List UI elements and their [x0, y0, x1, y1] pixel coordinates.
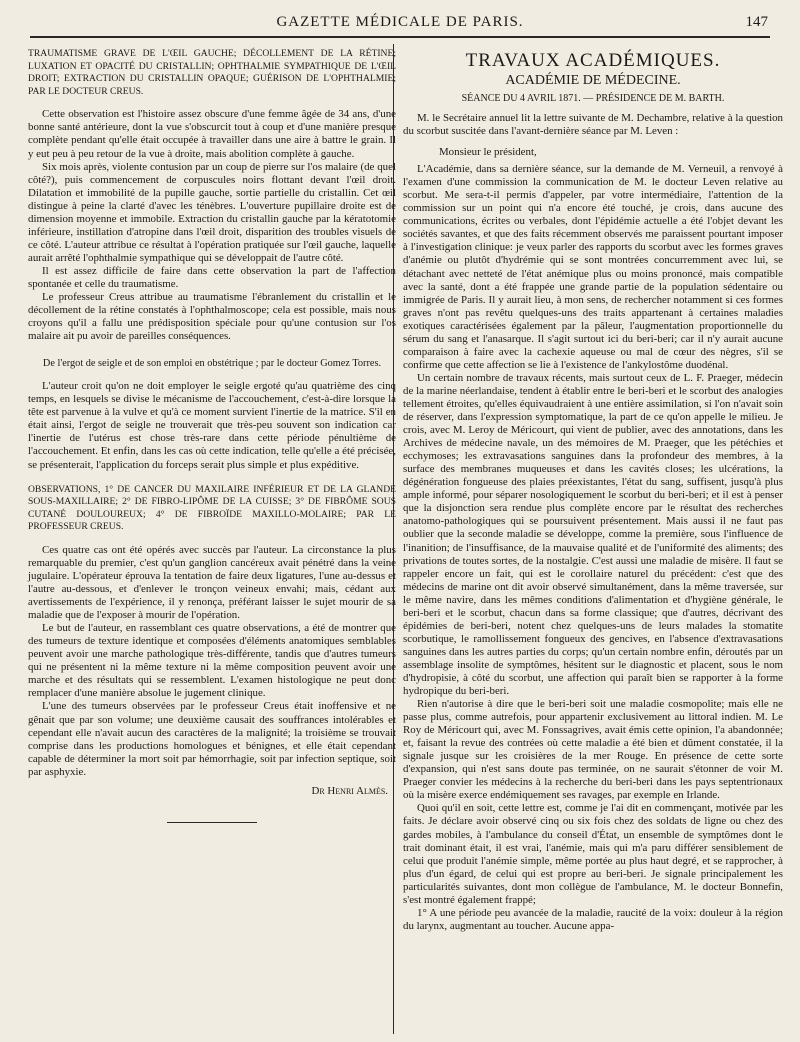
subsection-title: ACADÉMIE DE MÉDECINE.: [505, 73, 681, 88]
article-paragraph: Il est assez difficile de faire dans cette observation la part de l'affection spontanée et celle du traumatisme.: [28, 264, 396, 290]
journal-title: GAZETTE MÉDICALE DE PARIS.: [276, 14, 524, 30]
salutation: Monsieur le président,: [439, 146, 537, 159]
intro-paragraph: M. le Secrétaire annuel lit la lettre suivante de M. Dechambre, relative à la question du scorbut suscitée dans l'avant-dernière séance par M. Leven :: [403, 112, 783, 138]
letter-paragraph: Un certain nombre de travaux récents, mais surtout ceux de L. F. Praeger, médecin de la marine néerlandaise, tendent à établir entre le beri-beri et le scorbut des analogies tellement étroites, qu'elles équivaudraient à une entière assimilation, si l'on n'avait soin de réserver, dans l'expression symptomatique, la part de ce qu'on appelle le milieu. Je crois, avec M. Leroy de Méricourt, qui vient de publier, avec des annotations, dans les Archives de médecine navale, un des mémoires de M. Praeger, que les pétéchies et ecchymoses; les extravasations sanguines dans la profondeur des membres, à la surface des membranes muqueuses et dans les cavités closes; les ulcérations, la dégénération fongueuse des plaies préexistantes, l'état du sang, suffisent, jusqu'à plus ample informé, pour séparer nosologiquement le scorbut du beri-beri; et il est à penser que la disjonction sera rendue plus complète encore par le résultat des recherches anatomo-pathologiques qui se poursuivent présentement. Mais aussi il ne faut pas oublier que la seconde maladie se développe, comme la première, sous l'influence de l'inanition; de l'insuffisance, de la mauvaise qualité et de l'uniformité des aliments; des privations de toutes sortes, de la nostalgie. C'est aussi une maladie de misère. Il faut se rappeler encore un fait, qui est le corollaire naturel du précédent: c'est que des médecins de marine ont dit avoir observé simultanément, dans la même traversée, sur le même navire, dans les mêmes conditions d'alimentation et d'hygiène générale, le beri-beri et le scorbut, chacun dans sa forme classique; que d'autres, décrivant des épidémies de beri-beri, notent chez quelques-uns de leurs malades la stomatite scorbutique, le ramollissement fongueux des gencives, en l'absence d'extravasations sanguines dans les autres parties du corps; qu'un certain nombre enfin, déroutés par un assemblage insolite de symptômes, hésitent sur le diagnostic et placent, sous le nom d'hydropisie, à côté du scorbut, une affection qui paraît bien se rapporter à la forme hydropique du beri-beri.: [403, 371, 783, 698]
letter-paragraph: L'Académie, dans sa dernière séance, sur la demande de M. Verneuil, a renvoyé à l'examen d'une commission la communication de M. le docteur Leven relative au scorbut. Me sera-t-il permis d'appeler, par votre intermédiaire, l'attention de la commission sur un point qui n'a encore été touché, je crois, dans aucune des communications, écrites ou verbales, dont l'épidémie actuelle a été l'objet devant les sociétés savantes, et que des faits récemment observés me paraissent pourtant imposer à l'investigation clinique: je veux parler des rapports du scorbut avec les formes graves d'anémie ou plutôt d'hydrémie qui se sont montrées concurremment avec lui, se détachant avec netteté de l'état anémique plus ou moins prononcé, mais compatible avec la santé, dont a été frappée une grande partie de la population sédentaire ou immigrée de Paris. Il y aurait lieu, à mon sens, de rechercher notamment si ces formes graves n'ont pas revêtu quelques-uns des traits appartenant à certaines maladies exotiques caractérisées également par la pâleur, l'augmentation proportionnelle du sérum du sang et l'anasarque. Il s'agit surtout ici du beri-beri; car il n'y aurait aucune comparaison à faire avec la cachexie aqueuse ou mal de cœur des nègres, s'il se confirme que cette affection se lie à l'existence de l'ankylostôme duodénal.: [403, 163, 783, 371]
page-number: 147: [745, 14, 768, 30]
article-title: OBSERVATIONS, 1° DE CANCER DU MAXILAIRE INFÉRIEUR ET DE LA GLANDE SOUS-MAXILLAIRE; 2° DE FIBRO-LIPÔME DE LA CUISSE; 3° DE FIBRÔME SOUS CUTANÉ DOULOUREUX; 4° DE FIBROÏDE MAXILLO-MOLAIRE; PAR LE PROFESSEUR CREUS.: [28, 483, 396, 533]
article-title: TRAUMATISME GRAVE DE L'ŒIL GAUCHE; DÉCOLLEMENT DE LA RÉTINE; LUXATION ET OPACITÉ DU CRISTALLIN; OPHTHALMIE SYMPATHIQUE DE L'ŒIL DROIT; EXTRACTION DU CRISTALLIN OPAQUE; GUÉRISON DE L'OPHTHALMIE; PAR LE DOCTEUR CREUS.: [28, 48, 396, 97]
article-paragraph: L'une des tumeurs observées par le professeur Creus était inoffensive et ne gênait que par son volume; une deuxième causait des souffrances intolérables et cependant elle n'avait aucun des caractères de la malignité; la troisième se trouvait comprise dans les productions homologues et bénignes, et elle était cependant capable de déterminer la mort soit par hémorrhagie, soit par infection septique, soit par asphyxie.: [28, 700, 396, 778]
article-paragraph: Six mois après, violente contusion par un coup de pierre sur l'os malaire (de quel côté?), puis commencement de corpuscules noirs flottant devant l'œil droit. Dilatation et immobilité de la pupille gauche, sortie partielle du cristallin. Cet œil distingue à peine la clarté d'avec les ténèbres. L'ouverture pupillaire droite est de dimension moyenne et immobile. Extraction du cristallin gauche par la kératotomie inférieure, instillation d'atropine dans l'œil droit, disparition des troubles visuels de ce côté. L'auteur attribue ce résultat à l'opération pratiquée sur l'œil gauche, laquelle aurait arrêté l'ophthalmie sympathique qui se développait de l'autre côté.: [28, 160, 396, 264]
article-paragraph: Le professeur Creus attribue au traumatisme l'ébranlement du cristallin et le décollement de la rétine constatés à l'ophthalmoscope; cela est possible, mais nous croyons qu'il a fallu une prédisposition spéciale pour qu'une contusion sur l'os malaire ait pu avoir de pareilles conséquences.: [28, 291, 396, 343]
left-column: [28, 48, 396, 823]
session-line: SÉANCE DU 4 AVRIL 1871. — PRÉSIDENCE DE M. BARTH.: [461, 93, 725, 104]
letter-paragraph: 1° A une période peu avancée de la maladie, raucité de la voix: douleur à la région du larynx, augmentant au toucher. Aucune appa-: [403, 906, 783, 932]
letter-paragraph: Quoi qu'il en soit, cette lettre est, comme je l'ai dit en commençant, motivée par les faits. Je déclare avoir observé cinq ou six fois chez des soldats de ligne ou chez des gardes mobiles, à l'ambulance du conseil d'État, un ensemble de symptômes dont le trait dominant était, il est vrai, l'anémie, mais qui m'a paru différer sensiblement de celui que produit l'anémie simple, même portée au plus haut degré, et se rapprocher, à plus d'un égard, de celui qui est propre au beri-beri. Je signale principalement les particularités suivantes, dont mon collègue de l'ambulance, M. le docteur Bonnefin, s'est montré également frappé;: [403, 802, 783, 906]
section-title: TRAVAUX ACADÉMIQUES.: [465, 50, 721, 71]
page-header: [30, 14, 770, 38]
separator-line: [167, 822, 257, 823]
letter-paragraph: Rien n'autorise à dire que le beri-beri soit une maladie cosmopolite; mais elle ne passe plus, comme autrefois, pour appartenir exclusivement au littoral indien. M. Le Roy de Méricourt qui, avec M. Fonssagrives, avait émis cette opinion, l'a abandonnée; et, faisant la revue des contrées où cette maladie a été bien et dûment constatée, il la signale jusque sur les croisières de la mer Rouge. En présence de cette sorte d'expansion, qui n'est sans doute pas terminée, on ne saurait s'étonner de voir M. Praeger convier les médecins à la recherche du beri-beri dans les pays septentrionaux où la misère exerce endémiquement ses ravages, par exemple en Irlande.: [403, 698, 783, 802]
article-paragraph: Ces quatre cas ont été opérés avec succès par l'auteur. La circonstance la plus remarquable du premier, c'est qu'un ganglion cancéreux avait pénétré dans la veine jugulaire. L'opérateur éprouva la tentation de faire deux ligatures, l'une au-dessus et l'autre au-dessous, et d'enlever le tronçon veineux envahi; mais, cédant aux avertissements de l'expérience, il y renonça, préférant laisser le sujet mourir de sa maladie que de l'exposer à mourir de l'opération.: [28, 543, 396, 622]
article-paragraph: L'auteur croit qu'on ne doit employer le seigle ergoté qu'au quatrième des cinq temps, en lesquels se divise le mécanisme de l'accouchement, c'est-à-dire lorsque la tête est parvenue à la vulve et qu'à ce moment survient l'inertie de la matrice. S'il en était ainsi, l'ergot de seigle ne trouverait que très-peu souvent son indication car l'inertie de l'utérus est chose très-rare dans cette période pénultième de l'accouchement. Et enfin, dans les cas où cette indication, telle qu'elle a été précisée, se présenterait, l'application du forceps serait plus simple et plus expéditive.: [28, 380, 396, 471]
article-title: De l'ergot de seigle et de son emploi en obstétrique ; par le docteur Gomez Torres.: [42, 358, 382, 370]
article-paragraph: Cette observation est l'histoire assez obscure d'une femme âgée de 34 ans, d'une bonne santé antérieure, dont la vue s'obscurcit tout à coup et d'une manière presque complète pendant qu'elle était occupée à travailler dans une aire à battre le grain. Il y eut peu à peu retour de la vue à droite, mais abolition complète à gauche.: [28, 108, 396, 160]
author-signature: Dr Henri Almès.: [311, 784, 388, 797]
article-paragraph: Le but de l'auteur, en rassemblant ces quatre observations, a été de montrer que des tumeurs de texture identique et composées d'éléments anatomiques semblables peuvent avoir une marche pathologique très-différente, tandis que d'autres tumeurs qui ne présentent ni la même texture ni la même composition peuvent avoir une marche et des résultats qui se ressemblent. L'examen histologique ne peut donc remplacer d'une manière absolue le jugement clinique.: [28, 622, 396, 700]
right-column: [403, 48, 783, 933]
